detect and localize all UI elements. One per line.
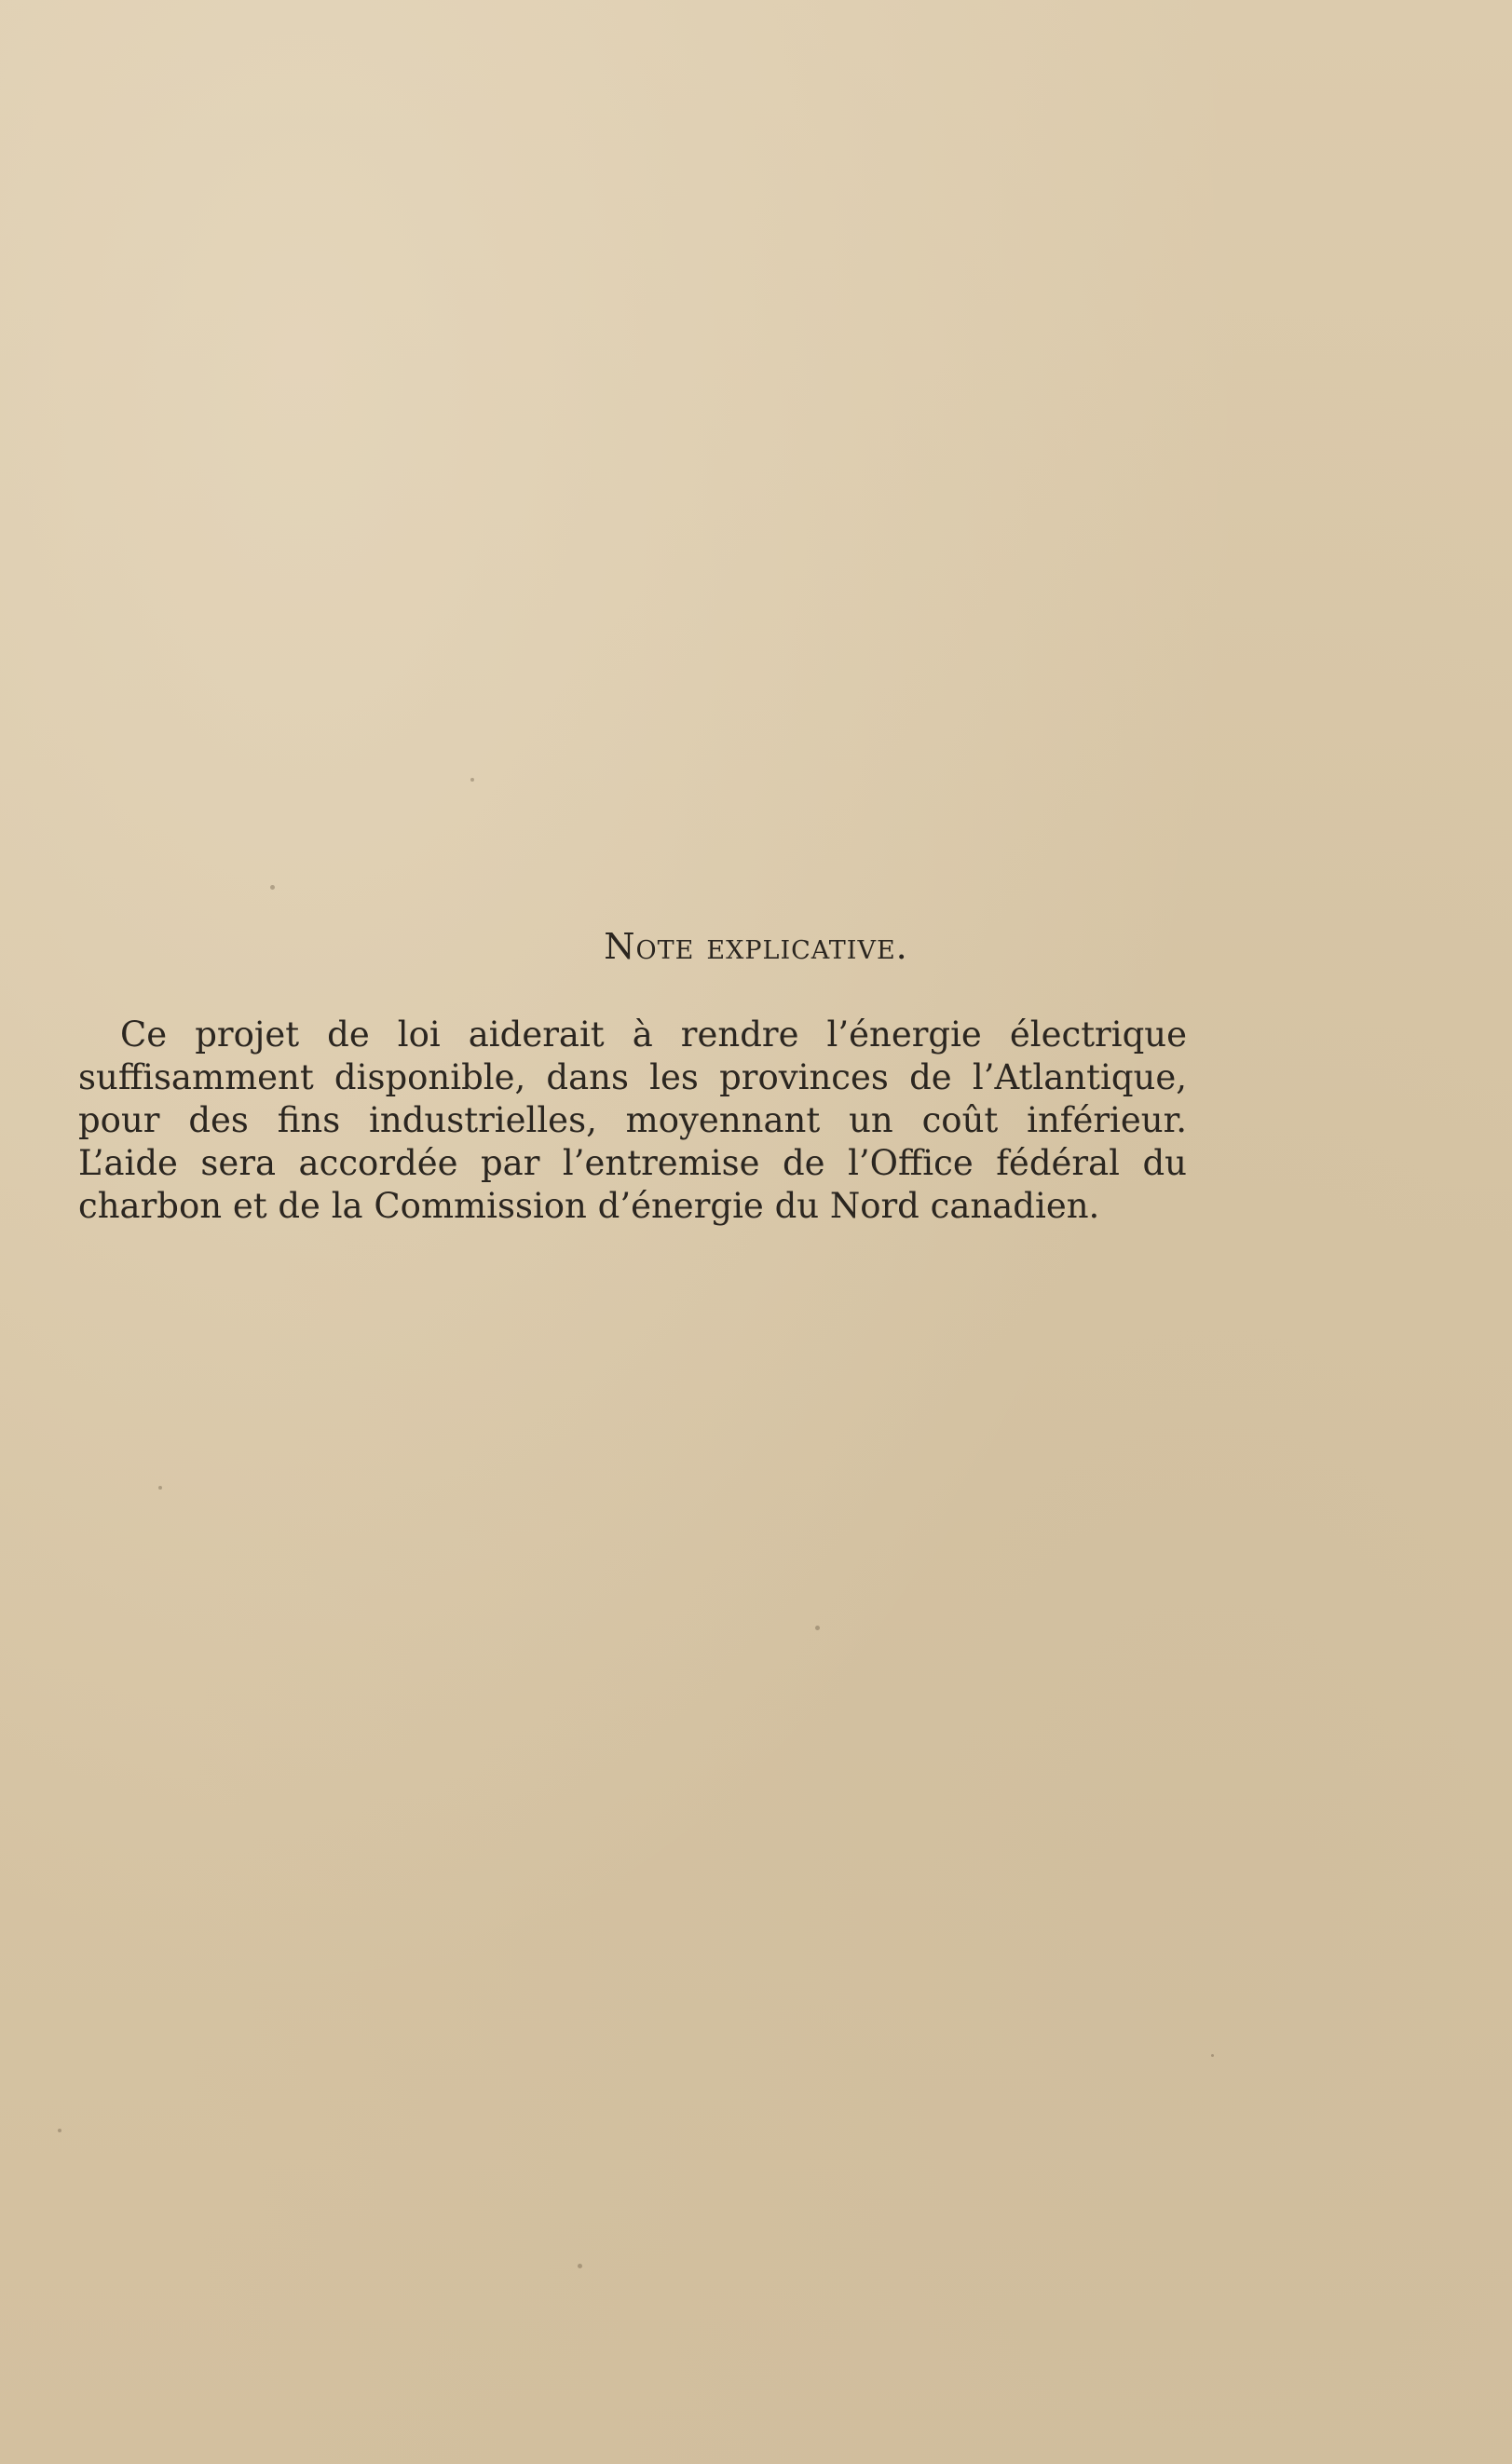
note-paragraph [78, 1014, 1187, 1228]
paragraph-line-3: pour des fins industrielles, moyennant un coût inférieur. [78, 1100, 1187, 1140]
paper-speck [158, 1486, 162, 1490]
paper-speck [58, 2129, 61, 2132]
paper-speck [470, 778, 474, 782]
paragraph-line-4: L’aide sera accordée par l’entremise de l’Office fédéral du [78, 1143, 1187, 1183]
paragraph-line-5: charbon et de la Commission d’énergie du Nord canadien. [78, 1186, 1100, 1226]
paper-speck [578, 2264, 582, 2268]
paper-speck [1211, 2054, 1214, 2057]
paper-speck [270, 885, 275, 890]
paragraph-line-1: Ce projet de loi aiderait à rendre l’énergie électrique [120, 1014, 1187, 1055]
paper-speck [815, 1626, 820, 1630]
paragraph-line-2: suffisamment disponible, dans les provinces de l’Atlantique, [78, 1057, 1187, 1097]
note-title: Note explicative. [604, 926, 908, 967]
